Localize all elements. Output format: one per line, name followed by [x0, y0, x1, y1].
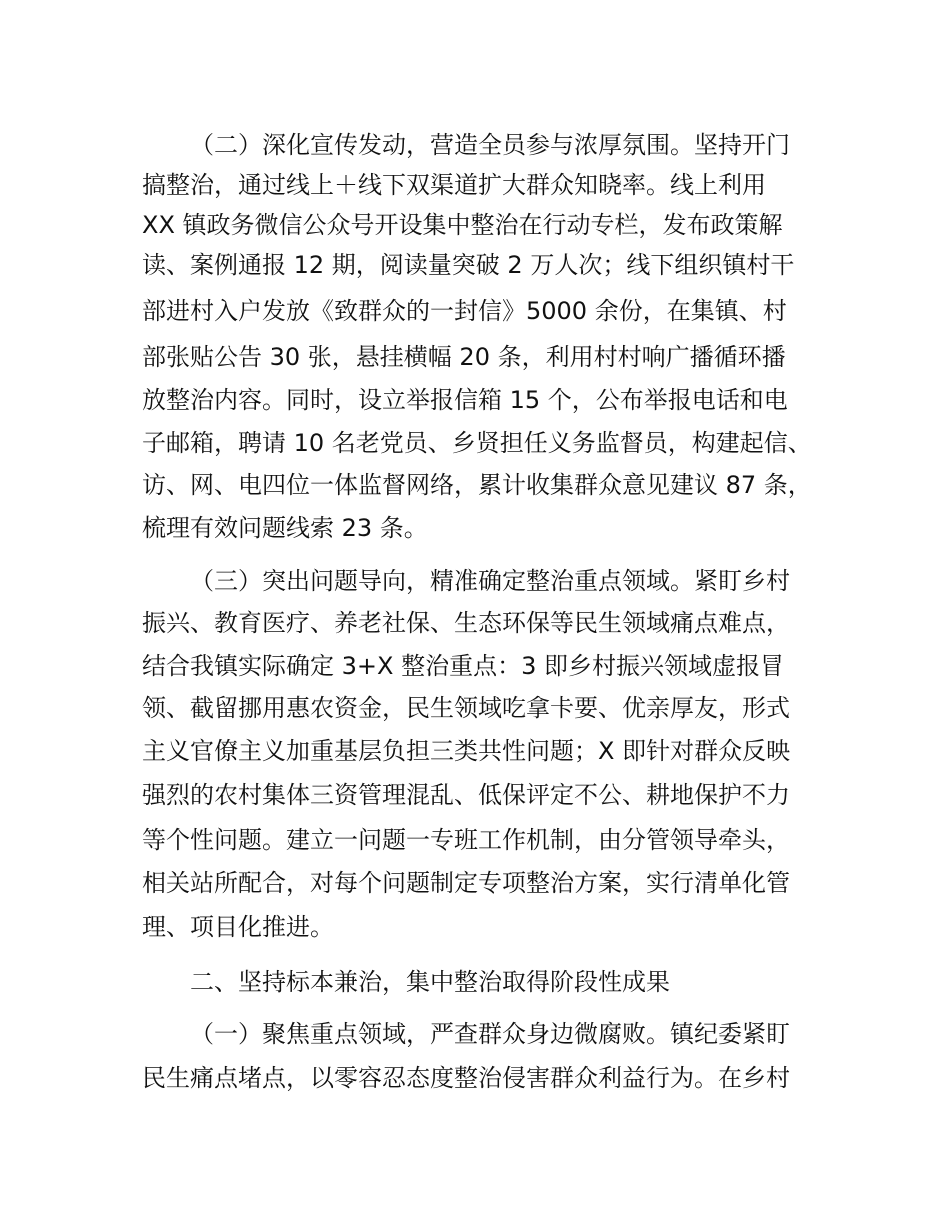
text-line: 子邮箱，聘请 10 名老党员、乡贤担任义务监督员，构建起信、	[142, 429, 812, 457]
text-line: 民生痛点堵点，以零容忍态度整治侵害群众利益行为。在乡村	[142, 1064, 790, 1092]
text-line: （三）突出问题导向，精准确定整治重点领域。紧盯乡村	[190, 567, 790, 595]
text-line: （二）深化宣传发动，营造全员参与浓厚氛围。坚持开门	[190, 131, 790, 159]
text-line: 强烈的农村集体三资管理混乱、低保评定不公、耕地保护不力	[142, 781, 790, 809]
text-line: 结合我镇实际确定 3+X 整治重点：3 即乡村振兴领域虚报冒	[142, 652, 784, 680]
text-line: 读、案例通报 12 期，阅读量突破 2 万人次；线下组织镇村干	[142, 251, 795, 279]
text-line: 领、截留挪用惠农资金，民生领域吃拿卡要、优亲厚友，形式	[142, 694, 790, 722]
text-line: （一）聚焦重点领域，严查群众身边微腐败。镇纪委紧盯	[190, 1020, 790, 1048]
section-heading: 二、坚持标本兼治，集中整治取得阶段性成果	[190, 968, 670, 996]
text-line: 理、项目化推进。	[142, 913, 334, 941]
text-line: 主义官僚主义加重基层负担三类共性问题；X 即针对群众反映	[142, 737, 791, 765]
text-line: XX 镇政务微信公众号开设集中整治在行动专栏，发布政策解	[142, 211, 783, 239]
text-line: 部张贴公告 30 张，悬挂横幅 20 条，利用村村响广播循环播	[142, 343, 786, 371]
text-line: 梳理有效问题线索 23 条。	[142, 514, 428, 542]
text-line: 访、网、电四位一体监督网络，累计收集群众意见建议 87 条，	[142, 471, 812, 499]
text-line: 放整治内容。同时，设立举报信箱 15 个，公布举报电话和电	[142, 386, 788, 414]
text-line: 部进村入户发放《致群众的一封信》5000 余份，在集镇、村	[142, 297, 787, 325]
text-line: 振兴、教育医疗、养老社保、生态环保等民生领域痛点难点，	[142, 609, 790, 637]
text-line: 相关站所配合，对每个问题制定专项整治方案，实行清单化管	[142, 869, 790, 897]
text-line: 搞整治，通过线上＋线下双渠道扩大群众知晓率。线上利用	[142, 171, 766, 199]
text-line: 等个性问题。建立一问题一专班工作机制，由分管领导牵头，	[142, 826, 790, 854]
